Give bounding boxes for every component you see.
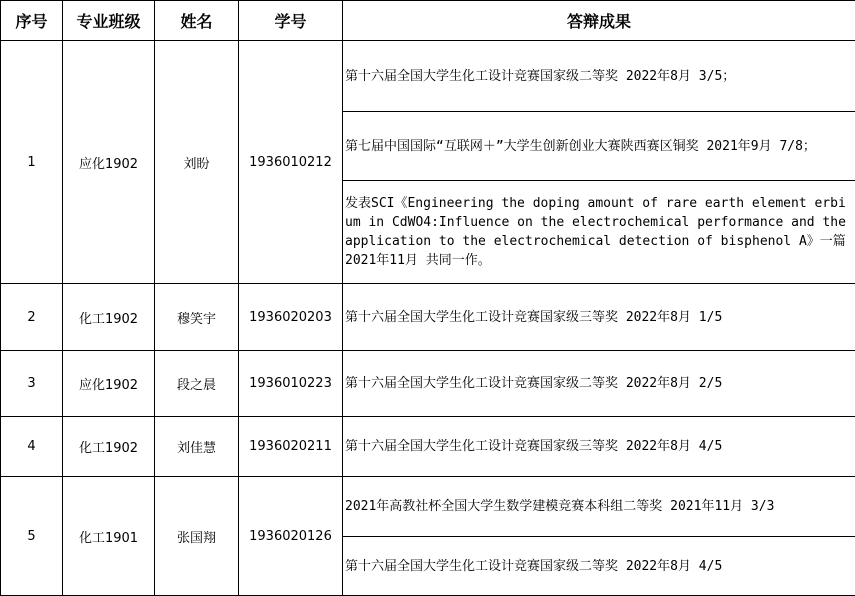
row-class: 化工1901 <box>63 477 155 596</box>
header-index: 序号 <box>1 1 63 41</box>
result-entry: 第十六届全国大学生化工设计竞赛国家级三等奖 2022年8月 1/5 <box>343 284 855 351</box>
header-student-id: 学号 <box>239 1 343 41</box>
row-student-id: 1936010223 <box>239 351 343 417</box>
row-index: 2 <box>1 284 63 351</box>
row-name: 张国翔 <box>155 477 239 596</box>
row-class: 化工1902 <box>63 417 155 477</box>
row-student-id: 1936020211 <box>239 417 343 477</box>
row-class: 应化1902 <box>63 41 155 284</box>
table-row <box>1 41 855 112</box>
row-index: 3 <box>1 351 63 417</box>
row-student-id: 1936010212 <box>239 41 343 284</box>
result-entry: 第十六届全国大学生化工设计竞赛国家级二等奖 2022年8月 4/5 <box>343 537 855 596</box>
table-row <box>1 417 855 477</box>
table-row <box>1 284 855 351</box>
table-row <box>1 351 855 417</box>
result-entry: 第十六届全国大学生化工设计竞赛国家级三等奖 2022年8月 4/5 <box>343 417 855 477</box>
row-index: 4 <box>1 417 63 477</box>
row-name: 刘盼 <box>155 41 239 284</box>
row-student-id: 1936020203 <box>239 284 343 351</box>
row-name: 段之晨 <box>155 351 239 417</box>
header-row <box>1 1 855 41</box>
row-name: 刘佳慧 <box>155 417 239 477</box>
header-name: 姓名 <box>155 1 239 41</box>
row-name: 穆笑宇 <box>155 284 239 351</box>
header-results: 答辩成果 <box>343 1 855 41</box>
header-class: 专业班级 <box>63 1 155 41</box>
row-class: 化工1902 <box>63 284 155 351</box>
table-row <box>1 477 855 537</box>
row-student-id: 1936020126 <box>239 477 343 596</box>
result-entry: 第七届中国国际“互联网＋”大学生创新创业大赛陕西赛区铜奖 2021年9月 7/8； <box>343 112 855 181</box>
result-entry: 第十六届全国大学生化工设计竞赛国家级二等奖 2022年8月 3/5； <box>343 41 855 112</box>
result-entry: 第十六届全国大学生化工设计竞赛国家级二等奖 2022年8月 2/5 <box>343 351 855 417</box>
row-class: 应化1902 <box>63 351 155 417</box>
result-entry: 发表SCI《Engineering the doping amount of rare earth element erbium in CdWO4:Influence on the electrochemical performance and the application to the electrochemical detection of bisphenol A》一篇 2021年11月 共同一作。 <box>343 181 855 284</box>
row-index: 1 <box>1 41 63 284</box>
result-entry: 2021年高教社杯全国大学生数学建模竞赛本科组二等奖 2021年11月 3/3 <box>343 477 855 537</box>
row-index: 5 <box>1 477 63 596</box>
